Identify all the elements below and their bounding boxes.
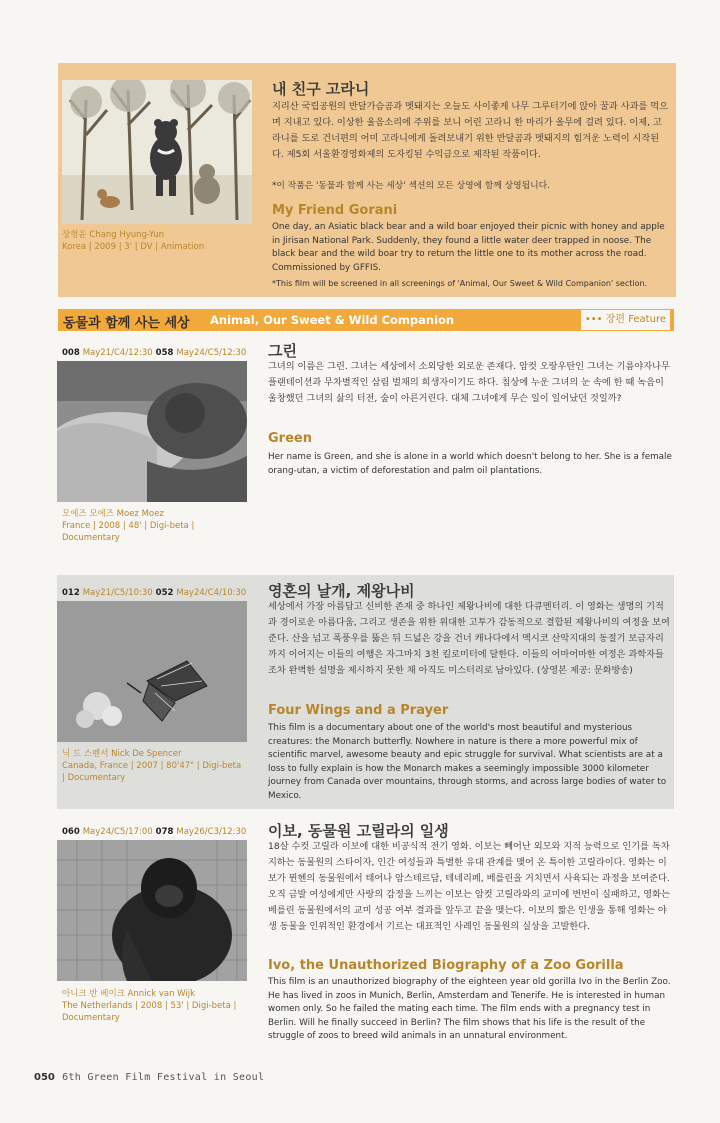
green-synopsis-kr: 그녀의 이름은 그린. 그녀는 세상에서 소외당한 외로운 존재다. 암컷 오랑우탄인 그녀는 기름야자나무 플랜테이션과 무차별적인 삼림 벌채의 희생자이기도 하다. 침상에 누운 그녀의 눈 속에 한 때 녹음이 울창했던 그녀의 삶의 터전, 숲이 아른거린다. 대체 그녀에게 무슨 일이 일어났던 것일까? bbox=[268, 361, 670, 404]
gorani-meta: Korea | 2009 | 3' | DV | Animation bbox=[62, 242, 205, 252]
section-tag: ••• 장편 Feature bbox=[581, 310, 670, 330]
ivo-synopsis-kr: 18살 수컷 고릴라 이보에 대한 비공식적 전기 영화. 이보는 빼어난 외모와 지적 능력으로 인기를 독차지하는 동물원의 스타이자, 인간 여성들과 특별한 유대 관계를 맺어 온 특이한 고릴라이다. 영화는 이보가 뮌헨의 동물원에서 태어나 암스테르담, 테네리페, 베를린을 거치면서 사육되는 과정을 보여준다. 오직 금발 여성에게만 사랑의 감정을 느끼는 이보는 암컷 고릴라와의 교미에 번번이 실패하고, 영화는 베를린 동물원에서의 교미 성공 여부 결과를 앞두고 끝을 맺는다. 이보의 짧은 인생을 통해 영화는 야생 동물을 인위적인 환경에서 기르는 대표적인 사례인 동물원의 실상을 고발한다. bbox=[268, 841, 670, 932]
ivo-title-kr: 이보, 동물원 고릴라의 일생 bbox=[268, 822, 449, 840]
section-banner bbox=[58, 309, 674, 331]
green-director: 모에즈 모에즈 Moez Moez bbox=[62, 509, 164, 519]
gorani-note-en: *This film will be screened in all screenings of 'Animal, Our Sweet & Wild Companion' section. bbox=[272, 279, 648, 288]
featured-film-box bbox=[58, 63, 676, 297]
green-schedule: 008 May21/C4/12:30 058 May24/C5/12:30 bbox=[62, 348, 247, 358]
gorani-title-kr: 내 친구 고라니 bbox=[272, 80, 370, 98]
gorani-director: 장형윤 Chang Hyung-Yun bbox=[62, 230, 164, 240]
section-title-en: Animal, Our Sweet & Wild Companion bbox=[210, 313, 455, 327]
festival-name: 6th Green Film Festival in Seoul bbox=[62, 1072, 265, 1083]
ivo-meta2: Documentary bbox=[62, 1013, 120, 1023]
page-number: 050 bbox=[34, 1072, 55, 1083]
wings-schedule: 012 May21/C5/10:30 052 May24/C4/10:30 bbox=[62, 588, 247, 598]
green-synopsis-en: Her name is Green, and she is alone in a world which doesn't belong to her. She is a female orang-utan, a victim of deforestation and palm oil plantations. bbox=[268, 452, 672, 476]
green-title-en: Green bbox=[268, 431, 312, 446]
gorani-illustration bbox=[62, 80, 252, 224]
section-title-kr: 동물과 함께 사는 세상 bbox=[63, 316, 190, 331]
wings-meta1: Canada, France | 2007 | 80'47" | Digi-beta bbox=[62, 761, 242, 771]
wings-meta2: | Documentary bbox=[62, 773, 126, 783]
green-still bbox=[57, 361, 247, 502]
ivo-still bbox=[57, 840, 247, 981]
wings-synopsis-kr: 세상에서 가장 아름답고 신비한 존재 중 하나인 제왕나비에 대한 다큐멘터리. 이 영화는 생명의 기적과 경이로운 아름다움, 그리고 생존을 위한 위대한 고투가 감동적으로 결합된 제왕나비의 여정을 보여준다. 산을 넘고 폭풍우를 뚫은 뒤 드넓은 강을 건너 캐나다에서 멕시코 산악지대의 동절기 보금자리까지 이어지는 이들의 여행은 자그마치 3천 킬로미터에 달한다. 이들의 어마어마한 여정은 과학자들조차 완벽한 설명을 제시하지 못한 채 아직도 미스터리로 남아있다. (상영본 제공: 문화방송) bbox=[268, 601, 670, 676]
gorani-title-en: My Friend Gorani bbox=[272, 203, 398, 218]
gorani-synopsis-en: One day, an Asiatic black bear and a wild boar enjoyed their picnic with honey and apple in Jirisan National Park. Suddenly, they found a little water deer trapped in noose. The black bear and the wild boar try to return the little one to its mother across the road. Commissioned by GFFIS. bbox=[272, 222, 665, 273]
ivo-schedule: 060 May24/C5/17:00 078 May26/C3/12:30 bbox=[62, 827, 247, 837]
gorani-note-kr: *이 작품은 '동물과 함께 사는 세상' 섹션의 모든 상영에 함께 상영됩니다. bbox=[272, 181, 550, 191]
wings-still bbox=[57, 601, 247, 742]
green-meta1: France | 2008 | 48' | Digi-beta | bbox=[62, 521, 195, 531]
ivo-title-en: Ivo, the Unauthorized Biography of a Zoo Gorilla bbox=[268, 958, 624, 973]
wings-title-kr: 영혼의 날개, 제왕나비 bbox=[268, 582, 415, 600]
page-footer bbox=[34, 1072, 264, 1083]
wings-director: 닉 드 스펜서 Nick De Spencer bbox=[62, 749, 182, 759]
ivo-director: 아니크 반 베이크 Annick van Wijk bbox=[62, 989, 196, 999]
green-meta2: Documentary bbox=[62, 533, 120, 543]
gorani-synopsis-kr: 지리산 국립공원의 반달가슴곰과 멧돼지는 오늘도 사이좋게 나무 그루터기에 앉아 꿀과 사과를 먹으며 지내고 있다. 이상한 울음소리에 주위를 보니 어린 고라니 한 마리가 올무에 걸려 있다. 이제, 고라니를 도로 건너편의 어미 고라니에게 돌려보내기 위한 반달곰과 멧돼지의 힘겨운 노력이 시작된다. 제5회 서울환경영화제의 도자킹된 수익금으로 제작된 작품이다. bbox=[272, 101, 669, 160]
ivo-meta1: The Netherlands | 2008 | 53' | Digi-beta | bbox=[62, 1001, 237, 1011]
wings-title-en: Four Wings and a Prayer bbox=[268, 703, 449, 718]
green-title-kr: 그린 bbox=[268, 342, 297, 360]
wings-synopsis-en: This film is a documentary about one of the world's most beautiful and mysterious creatures: the Monarch butterfly. Nowhere in nature is there a more powerful mix of scientific marvel, awesome beauty and epic struggle for survival. What scientists are at a loss to fully explain is how the Monarch makes a seemingly impossible 3000 kilometer journey from Canada over mountains, through storms, and across large bodies of water to Mexico. bbox=[268, 723, 667, 801]
ivo-synopsis-en: This film is an unauthorized biography of the eighteen year old gorilla Ivo in the Berlin Zoo. He has lived in zoos in Munich, Berlin, Amsterdam and Tenerife. He is interested in human women only. So he failed the mating each time. The film ends with a pregnancy test in Berlin. Will he finally succeed in Berlin? The film shows that his life is the result of the struggle of zoos to breed wild animals in an unnatural environment. bbox=[268, 977, 671, 1042]
